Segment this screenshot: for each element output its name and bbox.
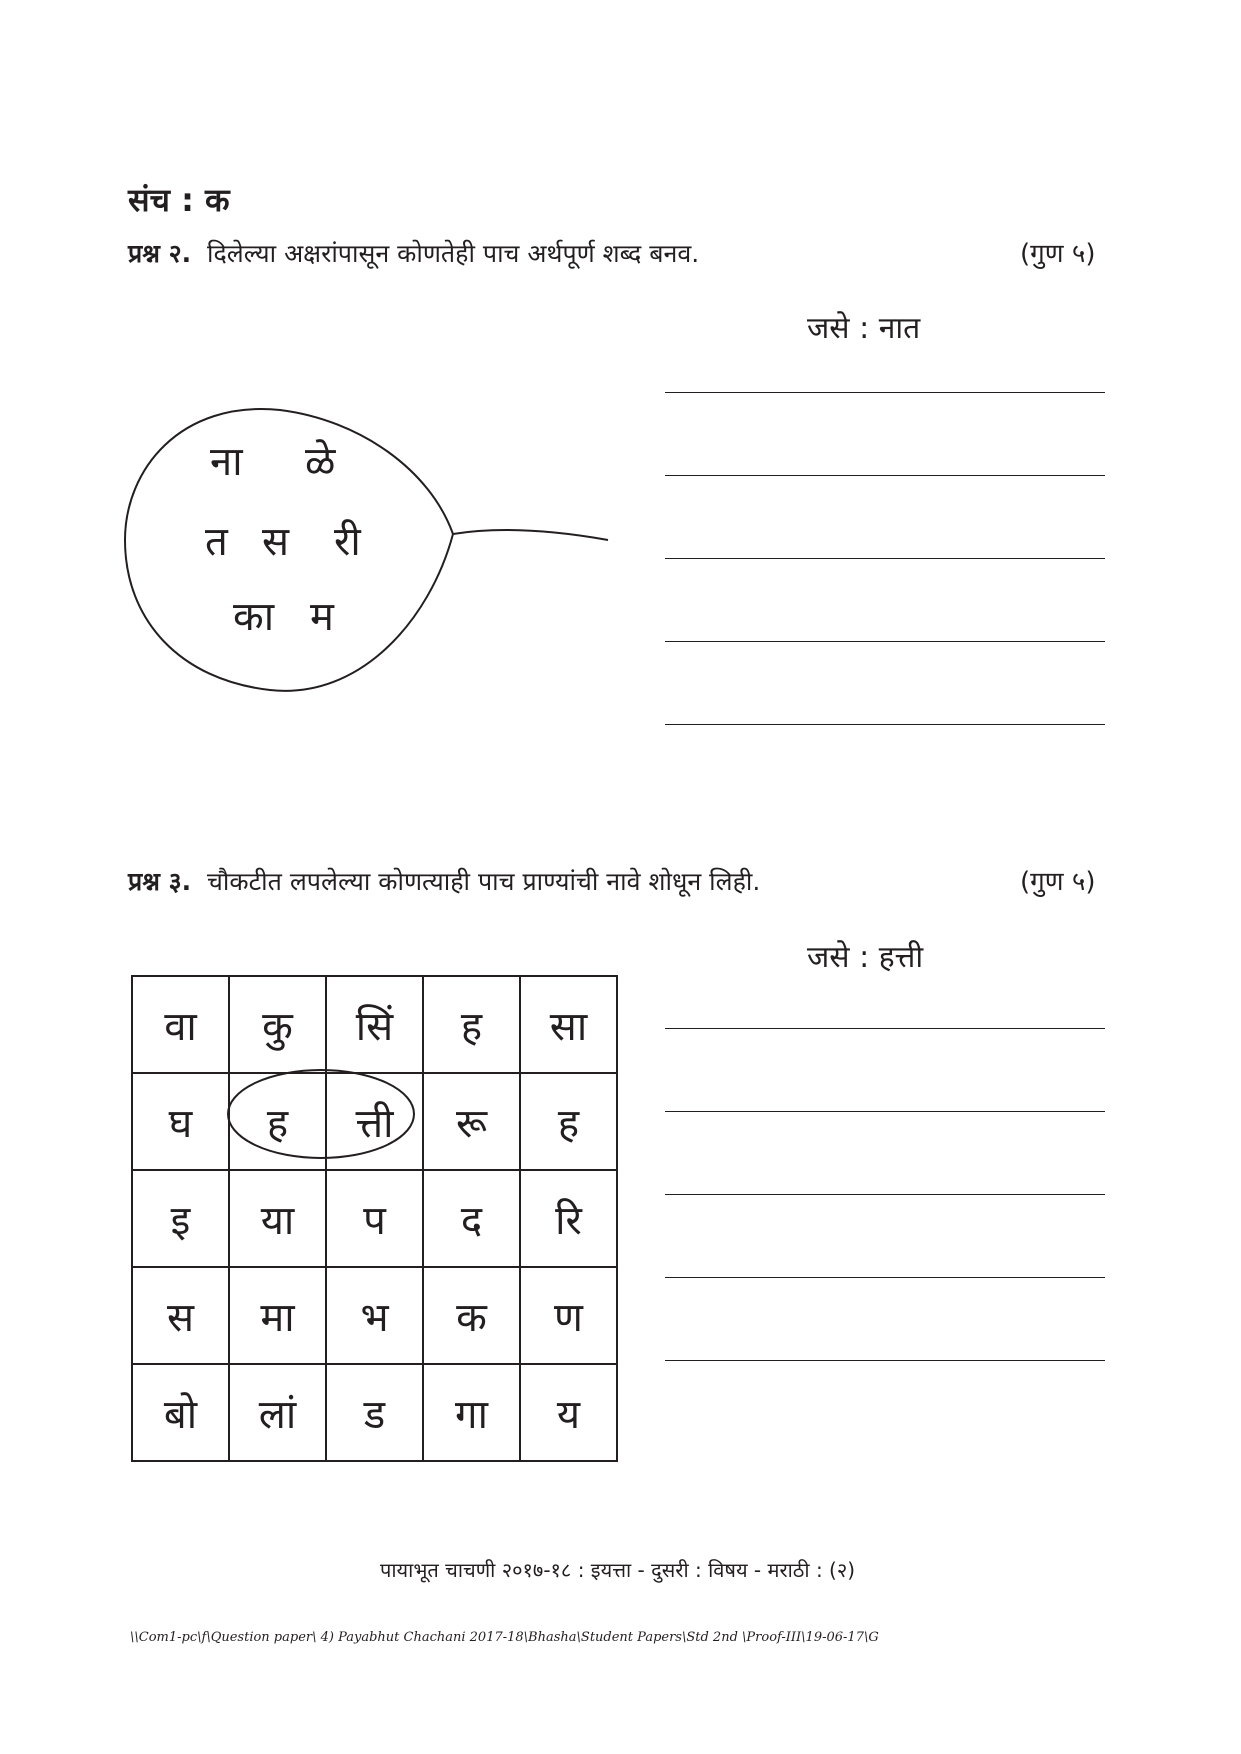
question-3 [128, 864, 760, 898]
leaf-shape [120, 400, 640, 700]
grid-cell[interactable]: भ [326, 1267, 423, 1364]
grid-cell[interactable]: क [423, 1267, 520, 1364]
question-2 [128, 236, 699, 270]
leaf-letter: री [334, 519, 361, 565]
grid-cell[interactable]: वा [132, 976, 229, 1073]
grid-cell[interactable]: ह [520, 1073, 617, 1170]
answer-line[interactable] [665, 392, 1105, 393]
leaf-letter: ना [210, 439, 243, 485]
grid-row [132, 1267, 617, 1364]
question-2-text: दिलेल्या अक्षरांपासून कोणतेही पाच अर्थपूर्ण शब्द बनव. [207, 239, 700, 268]
grid-row [132, 976, 617, 1073]
question-2-example: जसे : नात [807, 311, 921, 346]
question-3-marks: (गुण ५) [1020, 867, 1096, 897]
leaf-letter: का [233, 594, 275, 640]
letter-grid [131, 975, 618, 1462]
grid-cell[interactable]: इ [132, 1170, 229, 1267]
grid-cell[interactable]: त्ती [326, 1073, 423, 1170]
leaf-stem [453, 530, 608, 540]
grid-cell[interactable]: य [520, 1364, 617, 1461]
question-2-marks: (गुण ५) [1020, 239, 1096, 269]
grid-cell[interactable]: ण [520, 1267, 617, 1364]
question-2-number: प्रश्न २. [128, 239, 192, 268]
leaf-letter: त [205, 519, 228, 565]
grid-row [132, 1364, 617, 1461]
answer-line[interactable] [665, 475, 1105, 476]
grid-cell[interactable]: रू [423, 1073, 520, 1170]
leaf-letter: म [310, 594, 334, 640]
grid-cell[interactable]: ह [423, 976, 520, 1073]
grid-cell[interactable]: रि [520, 1170, 617, 1267]
grid-cell[interactable]: लां [229, 1364, 326, 1461]
question-3-example: जसे : हत्ती [807, 940, 924, 975]
grid-cell[interactable]: द [423, 1170, 520, 1267]
grid-row [132, 1170, 617, 1267]
answer-line[interactable] [665, 558, 1105, 559]
answer-line[interactable] [665, 1111, 1105, 1112]
grid-cell[interactable]: सा [520, 976, 617, 1073]
grid-cell[interactable]: बो [132, 1364, 229, 1461]
grid-cell[interactable]: या [229, 1170, 326, 1267]
question-3-number: प्रश्न ३. [128, 867, 192, 896]
page-footer: पायाभूत चाचणी २०१७-१८ : इयत्ता - दुसरी : विषय - मराठी : (२) [380, 1558, 856, 1582]
answer-line[interactable] [665, 641, 1105, 642]
file-path: \\Com1-pc\f\Question paper\ 4) Payabhut Chachani 2017-18\Bhasha\Student Papers\Std 2nd \Proof-III\19-06-17\G [130, 1630, 879, 1645]
set-label: संच : क [128, 181, 230, 219]
answer-line[interactable] [665, 1194, 1105, 1195]
answer-line[interactable] [665, 1360, 1105, 1361]
grid-cell[interactable]: घ [132, 1073, 229, 1170]
grid-cell[interactable]: गा [423, 1364, 520, 1461]
leaf-letter: स [262, 519, 290, 565]
leaf-letter: ळे [305, 439, 336, 485]
grid-cell[interactable]: सिं [326, 976, 423, 1073]
answer-line[interactable] [665, 1277, 1105, 1278]
grid-cell[interactable]: ह [229, 1073, 326, 1170]
answer-line[interactable] [665, 1028, 1105, 1029]
example-circle-mark [226, 1068, 416, 1160]
grid-cell[interactable]: ड [326, 1364, 423, 1461]
grid-cell[interactable]: प [326, 1170, 423, 1267]
grid-cell[interactable]: मा [229, 1267, 326, 1364]
grid-cell[interactable]: कु [229, 976, 326, 1073]
answer-line[interactable] [665, 724, 1105, 725]
grid-cell[interactable]: स [132, 1267, 229, 1364]
question-3-text: चौकटीत लपलेल्या कोणत्याही पाच प्राण्यांची नावे शोधून लिही. [207, 867, 761, 896]
